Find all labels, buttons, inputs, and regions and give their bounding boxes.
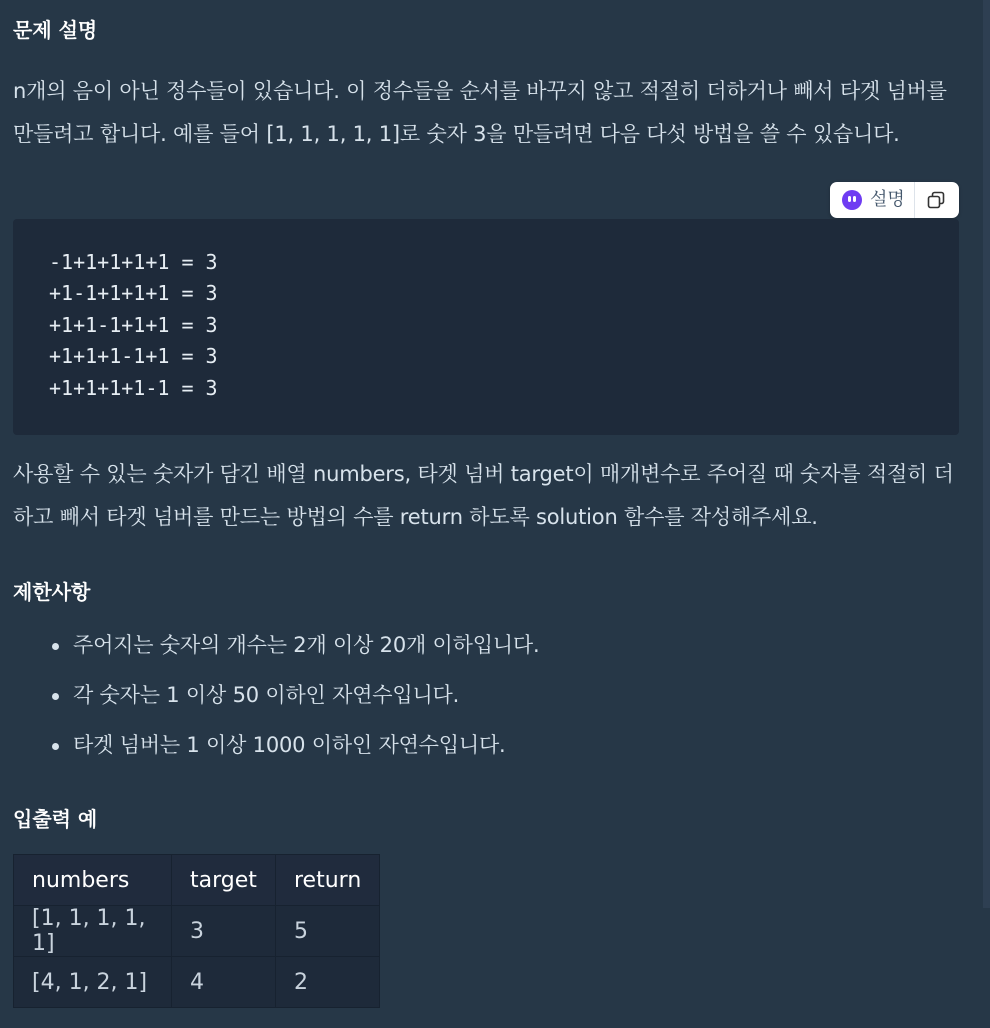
copy-icon bbox=[927, 191, 945, 209]
problem-task-text: 사용할 수 있는 숫자가 담긴 배열 numbers, 타겟 넘버 target이 매개변수로 주어질 때 숫자를 적절히 더하고 빼서 타겟 넘버를 만드는 방법의 수를 return 하도록 solution 함수를 작성해주세요. bbox=[13, 462, 954, 529]
column-header: return bbox=[276, 855, 380, 906]
ai-assistant-icon bbox=[842, 190, 862, 210]
constraints-title: 제한사항 bbox=[13, 580, 91, 604]
problem-description-title: 문제 설명 bbox=[13, 18, 98, 42]
constraint-text: 주어지는 숫자의 개수는 2개 이상 20개 이하입니다. bbox=[73, 633, 540, 657]
code-example-block bbox=[13, 219, 959, 435]
bullet-dot bbox=[52, 743, 59, 750]
table-cell: 3 bbox=[172, 906, 276, 957]
list-item bbox=[13, 721, 959, 771]
code-line: -1+1+1+1+1 = 3 bbox=[49, 250, 218, 274]
copy-button[interactable] bbox=[915, 182, 957, 218]
table-row bbox=[14, 906, 380, 957]
column-header: numbers bbox=[14, 855, 172, 906]
column-header: target bbox=[172, 855, 276, 906]
examples-table bbox=[13, 854, 380, 1008]
constraint-text: 타겟 넘버는 1 이상 1000 이하인 자연수입니다. bbox=[73, 733, 506, 757]
list-item bbox=[13, 621, 959, 671]
table-cell: [4, 1, 2, 1] bbox=[14, 957, 172, 1008]
code-toolbar bbox=[830, 182, 959, 218]
table-cell: 4 bbox=[172, 957, 276, 1008]
bullet-dot bbox=[52, 693, 59, 700]
table-header-row bbox=[14, 855, 380, 906]
code-line: +1+1+1-1+1 = 3 bbox=[49, 344, 218, 368]
list-item bbox=[13, 671, 959, 721]
table-cell: 2 bbox=[276, 957, 380, 1008]
problem-intro-text: n개의 음이 아닌 정수들이 있습니다. 이 정수들을 순서를 바꾸지 않고 적절히 더하거나 빼서 타겟 넘버를 만들려고 합니다. 예를 들어 [1, 1, 1, 1, 1]로 숫자 3을 만들려면 다음 다섯 방법을 쓸 수 있습니다. bbox=[13, 79, 947, 146]
bullet-dot bbox=[52, 643, 59, 650]
code-line: +1+1+1+1-1 = 3 bbox=[49, 376, 218, 400]
constraints-list bbox=[13, 621, 959, 771]
table-cell: 5 bbox=[276, 906, 380, 957]
explain-button-label: 설명 bbox=[870, 189, 905, 210]
examples-title: 입출력 예 bbox=[13, 807, 98, 831]
table-cell: [1, 1, 1, 1, 1] bbox=[14, 906, 172, 957]
constraint-text: 각 숫자는 1 이상 50 이하인 자연수입니다. bbox=[73, 683, 460, 707]
vertical-scrollbar[interactable] bbox=[983, 0, 990, 908]
code-line: +1-1+1+1+1 = 3 bbox=[49, 281, 218, 305]
explain-button[interactable] bbox=[830, 182, 914, 218]
table-row bbox=[14, 957, 380, 1008]
code-line: +1+1-1+1+1 = 3 bbox=[49, 313, 218, 337]
